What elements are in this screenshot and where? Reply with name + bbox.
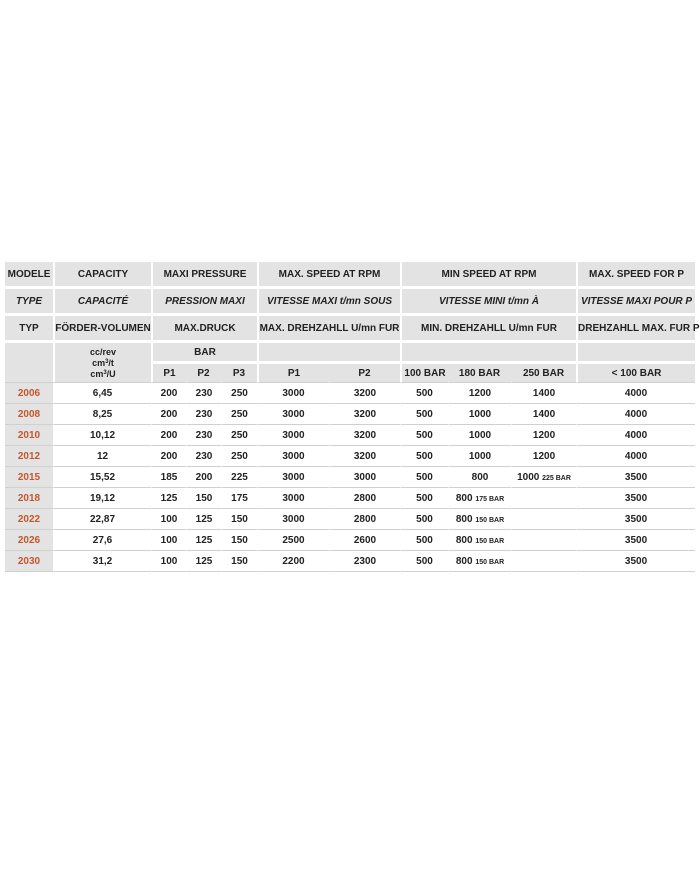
cell-max-speed-p2 <box>329 382 400 403</box>
cell-min-speed-100 <box>400 508 448 529</box>
model-number: 2008 <box>5 403 53 424</box>
cell-max-speed-p <box>576 508 695 529</box>
pressure-p1-value: 200 <box>160 450 178 462</box>
pressure-p3-value: 150 <box>231 555 248 567</box>
header-capacity: FÖRDER-VOLUMEN <box>53 313 151 340</box>
cell-pressure-p2 <box>186 466 221 487</box>
cell-max-speed-p <box>576 529 695 550</box>
pressure-p1-value: 200 <box>160 429 178 441</box>
sub-p1: P1 <box>151 361 186 382</box>
pressure-p1-value: 125 <box>160 492 178 504</box>
table-row <box>5 550 695 572</box>
max-speed-p2-value: 3200 <box>353 387 377 399</box>
model-number: 2010 <box>5 424 53 445</box>
max-speed-p1-value: 3000 <box>282 387 305 399</box>
sub-p2: P2 <box>186 361 221 382</box>
cell-min-speed-250 <box>511 529 576 550</box>
header-row-de <box>5 313 695 340</box>
max-speed-p1-value: 3000 <box>282 471 305 483</box>
table-row <box>5 529 695 550</box>
min-speed-100-value: 500 <box>416 408 433 420</box>
cell-max-speed-p <box>576 382 695 403</box>
cell-min-speed-100 <box>400 445 448 466</box>
header-pressure: MAX.DRUCK <box>151 313 257 340</box>
cell-max-speed-p1 <box>257 445 329 466</box>
table-row <box>5 508 695 529</box>
max-speed-p2-value: 2800 <box>353 513 377 525</box>
pressure-p3-value: 250 <box>231 450 248 462</box>
pressure-p2-value: 125 <box>195 534 213 546</box>
cell-pressure-p2 <box>186 508 221 529</box>
cell-max-speed-p <box>576 403 695 424</box>
pressure-p1-value: 200 <box>160 408 178 420</box>
cell-capacity <box>53 466 151 487</box>
model-number: 2015 <box>5 466 53 487</box>
header-pressure: PRESSION MAXI <box>151 286 257 313</box>
cell-min-speed-100 <box>400 382 448 403</box>
min-speed-180-note: 150 BAR <box>475 558 505 566</box>
header-min-speed: MIN. DREHZAHLL U/mn FUR <box>400 313 576 340</box>
capacity-value: 27,6 <box>92 534 113 546</box>
cell-pressure-p3 <box>221 382 257 403</box>
cell-capacity <box>53 382 151 403</box>
max-speed-p-value: 4000 <box>624 387 648 399</box>
header-min-speed: VITESSE MINI t/mn À <box>400 286 576 313</box>
cell-pressure-p3 <box>221 424 257 445</box>
cell-pressure-p3 <box>221 445 257 466</box>
cell-min-speed-100 <box>400 424 448 445</box>
min-speed-180-value: 800 <box>455 534 473 546</box>
capacity-value: 15,52 <box>89 471 116 483</box>
header-model: MODELE <box>5 262 53 286</box>
min-speed-180-note: 150 BAR <box>475 516 505 524</box>
cell-pressure-p2 <box>186 382 221 403</box>
max-speed-p1-value: 3000 <box>282 429 305 441</box>
cell-pressure-p1 <box>151 508 186 529</box>
capacity-value: 19,12 <box>89 492 116 504</box>
max-speed-p2-value: 3200 <box>353 450 377 462</box>
cell-min-speed-100 <box>400 529 448 550</box>
max-speed-p2-value: 3200 <box>353 408 377 420</box>
cell-capacity <box>53 550 151 572</box>
model-number: 2022 <box>5 508 53 529</box>
cell-max-speed-p2 <box>329 424 400 445</box>
cell-pressure-p1 <box>151 550 186 572</box>
max-speed-sub-blank <box>257 340 400 361</box>
min-speed-100-value: 500 <box>416 387 433 399</box>
min-speed-100-value: 500 <box>416 450 433 462</box>
header-max-speed: VITESSE MAXI t/mn SOUS <box>257 286 400 313</box>
table-row <box>5 424 695 445</box>
cell-min-speed-100 <box>400 487 448 508</box>
header-model: TYPE <box>5 286 53 313</box>
model-number: 2026 <box>5 529 53 550</box>
cell-pressure-p2 <box>186 550 221 572</box>
cell-pressure-p3 <box>221 508 257 529</box>
pressure-p1-value: 100 <box>160 513 178 525</box>
min-speed-250-note: 225 BAR <box>542 474 571 482</box>
min-speed-250-value: 1400 <box>532 408 556 420</box>
cell-max-speed-p <box>576 487 695 508</box>
model-number: 2006 <box>5 382 53 403</box>
cell-min-speed-250 <box>511 445 576 466</box>
cell-pressure-p3 <box>221 550 257 572</box>
min-speed-180-value: 800 <box>471 471 489 483</box>
spec-table <box>5 262 700 572</box>
cell-max-speed-p2 <box>329 529 400 550</box>
pressure-p2-value: 230 <box>195 450 213 462</box>
cell-max-speed-p <box>576 445 695 466</box>
cell-pressure-p1 <box>151 382 186 403</box>
min-speed-180-value: 1200 <box>468 387 492 399</box>
header-model: TYP <box>5 313 53 340</box>
header-capacity: CAPACITÉ <box>53 286 151 313</box>
model-number: 2030 <box>5 550 53 572</box>
units-model-blank <box>5 340 53 382</box>
cell-capacity <box>53 403 151 424</box>
header-max-speed-p: MAX. SPEED FOR P <box>576 262 695 286</box>
cell-max-speed-p1 <box>257 403 329 424</box>
cell-max-speed-p2 <box>329 508 400 529</box>
pressure-p2-value: 200 <box>195 471 213 483</box>
header-max-speed-p: DREHZAHLL MAX. FUR P <box>576 313 695 340</box>
max-speed-p-value: 3500 <box>624 555 648 567</box>
sub-speed-p1: P1 <box>257 361 329 382</box>
cell-min-speed-250 <box>511 508 576 529</box>
cell-capacity <box>53 487 151 508</box>
max-speed-p-value: 3500 <box>624 471 648 483</box>
min-speed-250-value: 1200 <box>532 450 556 462</box>
pressure-p1-value: 100 <box>160 555 178 567</box>
cell-max-speed-p1 <box>257 508 329 529</box>
header-capacity: CAPACITY <box>53 262 151 286</box>
min-speed-180-note: 175 BAR <box>475 495 505 503</box>
cell-pressure-p2 <box>186 403 221 424</box>
cell-min-speed-100 <box>400 466 448 487</box>
pressure-unit-bar: BAR <box>151 340 257 361</box>
max-speed-p1-value: 2500 <box>282 534 305 546</box>
cell-min-speed-180 <box>448 508 511 529</box>
cell-pressure-p2 <box>186 445 221 466</box>
min-speed-250-value: 1000 <box>517 471 540 483</box>
table-row <box>5 487 695 508</box>
cell-min-speed-180 <box>448 466 511 487</box>
cell-min-speed-250 <box>511 487 576 508</box>
max-speed-p-value: 3500 <box>624 534 648 546</box>
header-max-speed: MAX. SPEED AT RPM <box>257 262 400 286</box>
capacity-value: 10,12 <box>89 429 116 441</box>
cell-max-speed-p1 <box>257 466 329 487</box>
pressure-p3-value: 250 <box>231 387 248 399</box>
cell-pressure-p3 <box>221 487 257 508</box>
cell-pressure-p1 <box>151 445 186 466</box>
cell-max-speed-p2 <box>329 403 400 424</box>
model-number: 2018 <box>5 487 53 508</box>
min-speed-180-note: 150 BAR <box>475 537 505 545</box>
sub-speed-p2: P2 <box>329 361 400 382</box>
pressure-p1-value: 100 <box>160 534 178 546</box>
max-speed-p1-value: 3000 <box>282 492 305 504</box>
cell-min-speed-100 <box>400 403 448 424</box>
pressure-p3-value: 175 <box>231 492 248 504</box>
max-speed-p-value: 3500 <box>624 492 648 504</box>
cell-min-speed-250 <box>511 403 576 424</box>
pressure-p2-value: 125 <box>195 513 213 525</box>
max-speed-p-value: 4000 <box>624 450 648 462</box>
unit-cm3-t: $cm^3/t$ <box>92 358 114 368</box>
min-speed-sub-blank <box>400 340 576 361</box>
max-speed-p1-value: 3000 <box>282 513 305 525</box>
header-pressure: MAXI PRESSURE <box>151 262 257 286</box>
min-speed-250-value: 1400 <box>532 387 556 399</box>
pressure-p3-value: 225 <box>231 471 248 483</box>
cell-capacity <box>53 529 151 550</box>
pressure-p3-value: 250 <box>231 408 248 420</box>
max-speed-p-sub-blank <box>576 340 695 361</box>
pressure-p3-value: 150 <box>231 513 248 525</box>
cell-capacity <box>53 508 151 529</box>
table-row <box>5 403 695 424</box>
cell-capacity <box>53 424 151 445</box>
cell-pressure-p1 <box>151 529 186 550</box>
min-speed-100-value: 500 <box>416 513 433 525</box>
cell-max-speed-p <box>576 466 695 487</box>
table-row <box>5 466 695 487</box>
header-row-fr <box>5 286 695 313</box>
cell-min-speed-180 <box>448 403 511 424</box>
min-speed-180-value: 800 <box>455 513 473 525</box>
cell-capacity <box>53 445 151 466</box>
cell-min-speed-250 <box>511 466 576 487</box>
cell-max-speed-p2 <box>329 487 400 508</box>
sub-min-250-bar: 250 BAR <box>511 361 576 382</box>
cell-pressure-p1 <box>151 466 186 487</box>
cell-max-speed-p <box>576 550 695 572</box>
max-speed-p1-value: 2200 <box>282 555 305 567</box>
min-speed-100-value: 500 <box>416 471 433 483</box>
min-speed-250-value: 1200 <box>532 429 556 441</box>
capacity-value: 22,87 <box>89 513 116 525</box>
cell-max-speed-p1 <box>257 382 329 403</box>
cell-min-speed-250 <box>511 550 576 572</box>
capacity-value: 12 <box>96 450 109 462</box>
pressure-p1-value: 185 <box>160 471 178 483</box>
cell-pressure-p1 <box>151 403 186 424</box>
model-number: 2012 <box>5 445 53 466</box>
header-row-en <box>5 262 695 286</box>
cell-pressure-p3 <box>221 529 257 550</box>
header-max-speed: MAX. DREHZAHLL U/mn FUR <box>257 313 400 340</box>
max-speed-p2-value: 2800 <box>353 492 377 504</box>
sub-min-100-bar: 100 BAR <box>400 361 448 382</box>
min-speed-100-value: 500 <box>416 492 433 504</box>
cell-max-speed-p1 <box>257 529 329 550</box>
cell-max-speed-p2 <box>329 445 400 466</box>
cell-max-speed-p2 <box>329 466 400 487</box>
cell-min-speed-180 <box>448 382 511 403</box>
max-speed-p2-value: 2600 <box>353 534 377 546</box>
capacity-value: 8,25 <box>92 408 113 420</box>
cell-pressure-p2 <box>186 424 221 445</box>
cell-pressure-p1 <box>151 487 186 508</box>
units-row-top <box>5 340 695 361</box>
unit-cm3-u: $cm^3/U$ <box>90 369 116 379</box>
pressure-p2-value: 150 <box>195 492 213 504</box>
cell-min-speed-250 <box>511 424 576 445</box>
cell-pressure-p2 <box>186 529 221 550</box>
header-max-speed-p: VITESSE MAXI POUR P <box>576 286 695 313</box>
cell-pressure-p3 <box>221 403 257 424</box>
pressure-p2-value: 230 <box>195 408 213 420</box>
pressure-p2-value: 230 <box>195 429 213 441</box>
max-speed-p2-value: 2300 <box>353 555 377 567</box>
min-speed-100-value: 500 <box>416 534 433 546</box>
cell-pressure-p1 <box>151 424 186 445</box>
min-speed-180-value: 1000 <box>468 450 492 462</box>
pressure-p2-value: 230 <box>195 387 213 399</box>
cell-min-speed-180 <box>448 550 511 572</box>
min-speed-180-value: 800 <box>455 492 473 504</box>
header-min-speed: MIN SPEED AT RPM <box>400 262 576 286</box>
table-row <box>5 445 695 466</box>
max-speed-p-value: 3500 <box>624 513 648 525</box>
max-speed-p1-value: 3000 <box>282 450 305 462</box>
cell-max-speed-p1 <box>257 550 329 572</box>
min-speed-180-value: 1000 <box>468 408 492 420</box>
capacity-value: 6,45 <box>92 387 113 399</box>
unit-cc-rev: cc/rev <box>89 347 117 357</box>
min-speed-180-value: 800 <box>455 555 473 567</box>
max-speed-p2-value: 3000 <box>353 471 377 483</box>
cell-min-speed-250 <box>511 382 576 403</box>
max-speed-p1-value: 3000 <box>282 408 305 420</box>
pressure-p3-value: 150 <box>231 534 248 546</box>
cell-min-speed-180 <box>448 529 511 550</box>
sub-min-180-bar: 180 BAR <box>448 361 511 382</box>
cell-max-speed-p2 <box>329 550 400 572</box>
pressure-p2-value: 125 <box>195 555 213 567</box>
cell-min-speed-180 <box>448 487 511 508</box>
sub-max-p-100-bar: < 100 BAR <box>576 361 695 382</box>
capacity-value: 31,2 <box>92 555 113 567</box>
cell-pressure-p2 <box>186 487 221 508</box>
cell-max-speed-p1 <box>257 487 329 508</box>
cell-min-speed-180 <box>448 445 511 466</box>
max-speed-p2-value: 3200 <box>353 429 377 441</box>
cell-min-speed-100 <box>400 550 448 572</box>
cell-min-speed-180 <box>448 424 511 445</box>
capacity-units <box>53 340 151 382</box>
max-speed-p-value: 4000 <box>624 429 648 441</box>
cell-max-speed-p <box>576 424 695 445</box>
sub-p3: P3 <box>221 361 257 382</box>
min-speed-180-value: 1000 <box>468 429 492 441</box>
cell-max-speed-p1 <box>257 424 329 445</box>
min-speed-100-value: 500 <box>416 555 433 567</box>
pressure-p1-value: 200 <box>160 387 178 399</box>
pressure-p3-value: 250 <box>231 429 248 441</box>
table-row <box>5 382 695 403</box>
min-speed-100-value: 500 <box>416 429 433 441</box>
cell-pressure-p3 <box>221 466 257 487</box>
max-speed-p-value: 4000 <box>624 408 648 420</box>
